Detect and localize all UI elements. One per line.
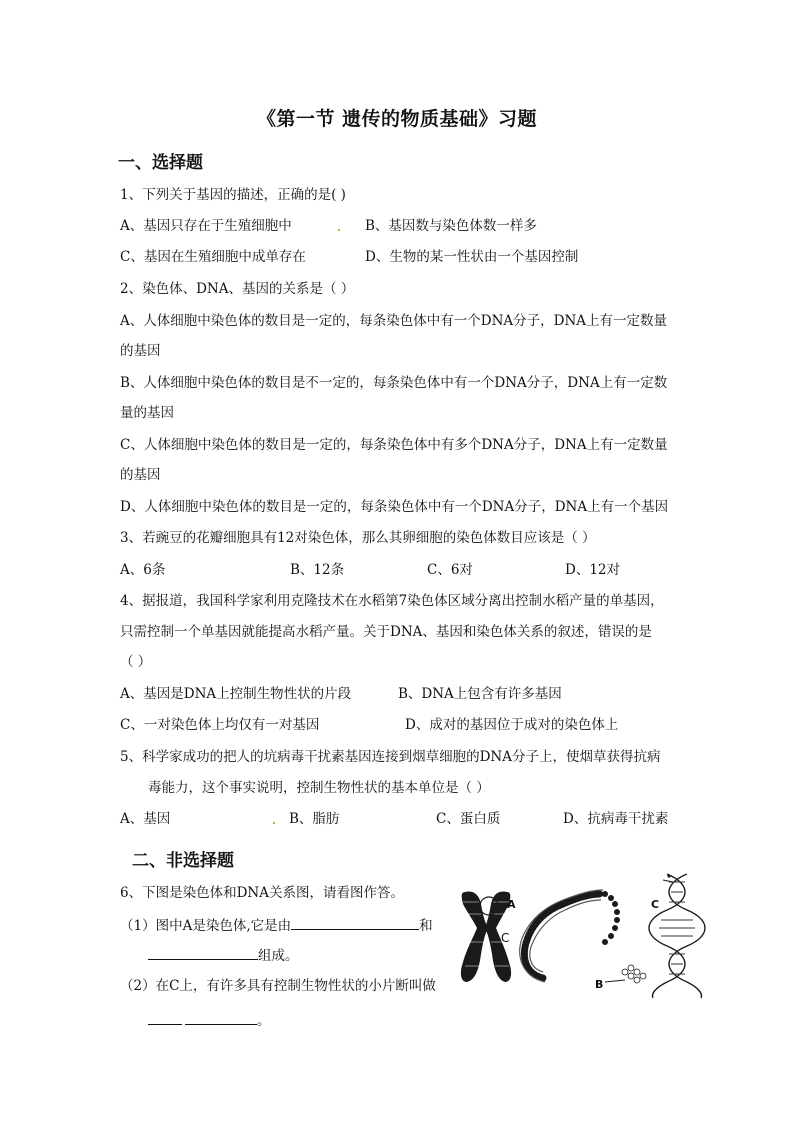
label-b-leader [605,980,625,982]
question-3-option-d: D、12对 [565,562,621,578]
question-4-option-c: C、一对染色体上均仅有一对基因 [120,717,320,733]
question-2-option-c-line1: C、人体细胞中染色体的数目是一定的，每条染色体中有多个DNA分子，DNA上有一定数量 [120,437,668,453]
question-3-option-a: A、6条 [120,562,166,578]
question-2-option-a-line1: A、人体细胞中染色体的数目是一定的，每条染色体中有一个DNA分子，DNA上有一定数量 [120,313,668,329]
question-2-option-b-line2: 量的基因 [120,405,174,421]
label-c-leader [663,880,673,882]
question-4-option-d: D、成对的基因位于成对的染色体上 [405,717,619,733]
question-6-part2-line1: （2）在C上，有许多具有控制生物性状的小片断叫做 [120,978,436,994]
answer-blank-2[interactable] [148,945,258,960]
question-2-option-a-line2: 的基因 [120,343,161,359]
question-3-option-b: B、12条 [290,562,345,578]
nucleosome-beads [602,891,620,945]
question-3-stem: 3、若豌豆的花瓣细胞具有12对染色体，那么其卵细胞的染色体数目应该是（ ） [120,530,596,546]
question-5-option-a: A、基因 [120,811,171,827]
question-2-option-b-line1: B、人体细胞中染色体的数目是不一定的，每条染色体中有一个DNA分子，DNA上有一定数 [120,375,668,391]
section-heading-multiple-choice: 一、选择题 [118,153,203,173]
question-5-line2: 毒能力，这个事实说明，控制生物性状的基本单位是（ ） [148,780,490,796]
question-6-part1-line1 [120,915,433,935]
question-4-line2: 只需控制一个单基因就能提高水稻产量。关于DNA、基因和染色体关系的叙述，错误的是 [120,624,652,640]
histone-cluster [622,965,646,983]
dna-base-pairs [659,882,695,974]
question-1-option-a: A、基因只存在于生殖细胞中 [120,218,292,234]
question-4-line1: 4、据报道，我国科学家利用克隆技术在水稻第7染色体区域分离出控制水稻产量的单基因， [120,593,664,609]
question-2-stem: 2、染色体、DNA、基因的关系是（ ） [120,281,355,297]
question-5-line1: 5、科学家成功的把人的坑病毒干扰素基因连接到烟草细胞的DNA分子上，使烟草获得抗病 [120,749,661,765]
question-5-option-c: C、蛋白质 [436,811,501,827]
question-6-part1-line2 [148,945,299,965]
stray-mark [273,822,275,824]
question-1-stem: 1、下列关于基因的描述，正确的是( ) [120,187,346,203]
question-6-part1-end: 组成。 [258,948,299,964]
question-5-option-d: D、抗病毒干扰素 [563,811,669,827]
question-4-option-a: A、基因是DNA上控制生物性状的片段 [120,686,352,702]
section-heading-non-multiple-choice: 二、非选择题 [132,851,234,871]
question-4-option-b: B、DNA上包含有许多基因 [398,686,562,702]
figure-label-a: A [507,898,516,911]
question-1-option-d: D、生物的某一性状由一个基因控制 [365,249,579,265]
question-6-part2-line2 [148,1010,271,1030]
question-4-line3: （ ） [120,654,152,670]
question-2-option-c-line2: 的基因 [120,467,161,483]
question-6-stem: 6、下图是染色体和DNA关系图，请看图作答。 [120,885,404,901]
question-5-option-b: B、脂肪 [289,811,340,827]
question-6-part2-end: 。 [257,1013,271,1029]
label-c-dot [667,874,670,877]
page-title: 《第一节 遗传的物质基础》习题 [256,108,538,130]
question-3-option-c: C、6对 [427,562,473,578]
question-6-part1-text: （1）图中A是染色体,它是由 [120,918,292,934]
chromosome-dna-figure [455,870,715,1000]
question-1-option-c: C、基因在生殖细胞中成单存在 [120,249,306,265]
figure-label-c: C [651,898,660,911]
question-2-option-d: D、人体细胞中染色体的数目是一定的，每条染色体中有一个DNA分子，DNA上有一个基因 [120,499,669,515]
stray-mark [338,229,340,231]
question-1-option-b: B、基因数与染色体数一样多 [365,218,537,234]
answer-blank-1[interactable] [291,915,419,930]
answer-blank-3[interactable] [148,1010,182,1025]
answer-blank-4[interactable] [185,1010,257,1025]
figure-label-c-small: C [501,931,510,945]
figure-label-b: B [595,978,604,991]
question-6-part1-and: 和 [419,918,433,934]
